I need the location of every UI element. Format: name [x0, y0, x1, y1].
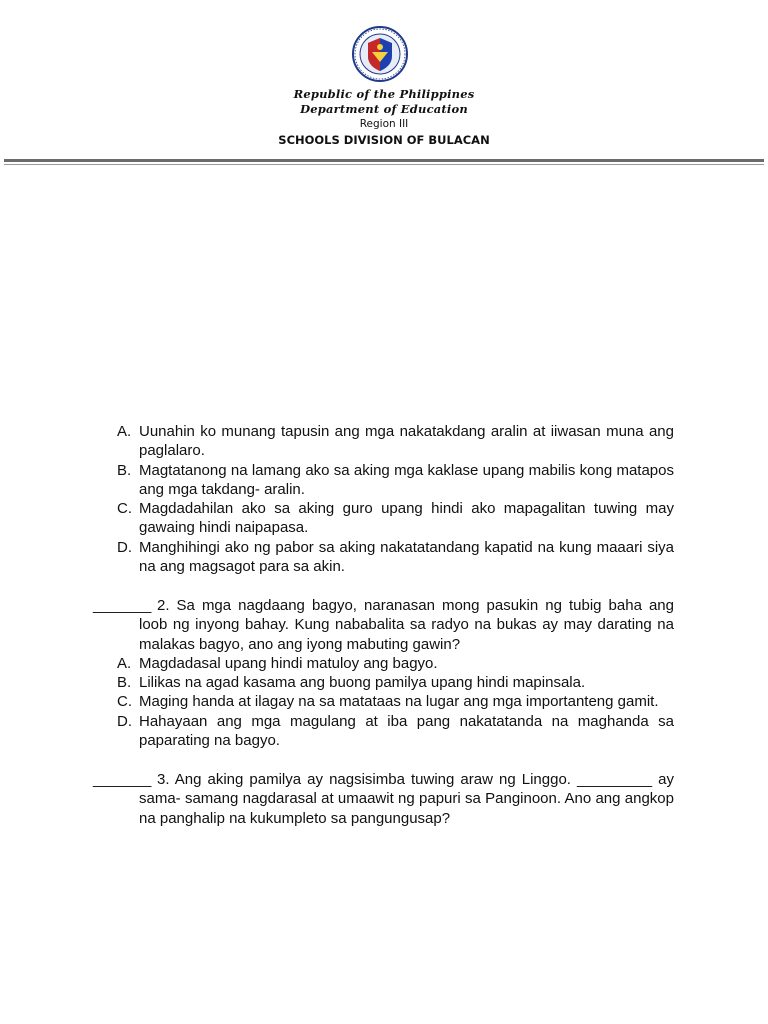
option-text: Hahayaan ang mga magulang at iba pang nakatatanda na maghanda sa paparating na bagyo. [139, 713, 674, 750]
department-heading: Department of Education [300, 102, 468, 116]
option-letter: C. [117, 500, 132, 517]
option-text: Lilikas na agad kasama ang buong pamilya upang hindi mapinsala. [139, 674, 586, 691]
q1-option-d [117, 538, 674, 577]
option-text: Maging handa at ilagay na sa matataas na lugar ang mga importanteng gamit. [139, 693, 659, 710]
option-letter: D. [117, 539, 132, 556]
option-text: Magtatanong na lamang ako sa aking mga kaklase upang mabilis kong matapos ang mga takdang- aralin. [139, 462, 674, 499]
option-letter: B. [117, 674, 132, 691]
q2-option-a [117, 654, 674, 673]
q1-option-b [117, 461, 674, 500]
header-divider-thin [4, 164, 764, 165]
question-2 [93, 596, 674, 654]
region-heading: Region III [359, 118, 409, 130]
question-text-first-line: 3. Ang aking pamilya ay nagsisimba tuwing araw ng Linggo. _________ ay [157, 771, 674, 788]
question-text-continuation: sama- samang nagdarasal at umaawit ng papuri sa Panginoon. Ano ang angkop na panghalip na kukumpleto sa pangungusap? [139, 790, 674, 827]
option-text: Uunahin ko munang tapusin ang mga nakatakdang aralin at iiwasan muna ang paglalaro. [139, 423, 674, 460]
option-letter: A. [117, 423, 132, 440]
option-letter: C. [117, 693, 132, 710]
answer-blank: _______ [93, 597, 152, 614]
q2-option-d [117, 712, 674, 751]
deped-seal-icon [352, 26, 408, 82]
answer-blank: _______ [93, 771, 152, 788]
question-3 [93, 770, 674, 828]
option-letter: D. [117, 713, 132, 730]
option-text: Magdadasal upang hindi matuloy ang bagyo. [139, 655, 438, 672]
header-divider [4, 159, 764, 162]
option-letter: A. [117, 655, 132, 672]
q2-option-c [117, 692, 674, 711]
q1-option-c [117, 499, 674, 538]
option-text: Manghihingi ako ng pabor sa aking nakatatandang kapatid na kung maaari siya na ang magsagot para sa akin. [139, 539, 674, 576]
option-text: Magdadahilan ako sa aking guro upang hindi ako mapagalitan tuwing may gawaing hindi naipapasa. [139, 500, 674, 537]
option-letter: B. [117, 462, 132, 479]
division-heading: SCHOOLS DIVISION OF BULACAN [278, 133, 490, 147]
question-text-first-line: 2. Sa mga nagdaang bagyo, naranasan mong pasukin ng tubig baha ang [157, 597, 674, 614]
question-text-continuation: loob ng inyong bahay. Kung nababalita sa radyo na bukas ay may darating na malakas bagyo, ano ang iyong mabuting gawin? [139, 616, 674, 653]
q2-option-b [117, 673, 674, 692]
q1-option-a [117, 422, 674, 461]
republic-heading: Republic of the Philippines [293, 87, 475, 101]
